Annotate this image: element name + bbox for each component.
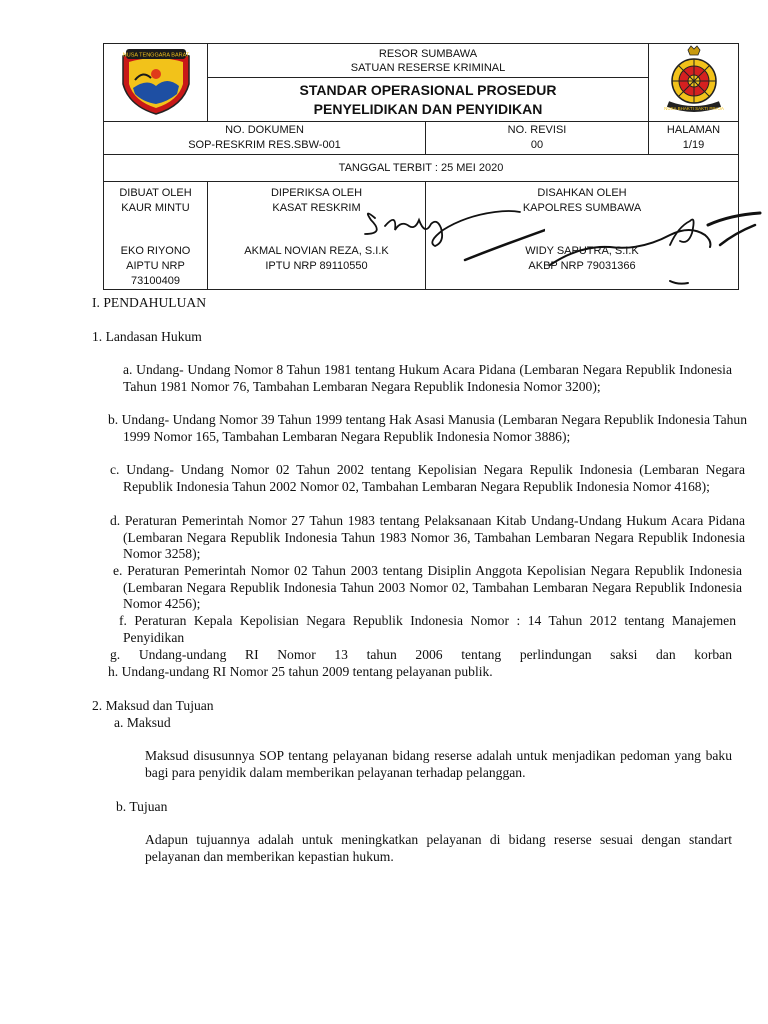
legal-basis-item-g: g. Undang-undang RI Nomor 13 tahun 2006 tentang perlindungan saksi dan korban	[110, 647, 732, 662]
subsection-landasan-hukum: 1. Landasan Hukum	[92, 329, 202, 344]
signer-maker-name: EKO RIYONO	[120, 245, 191, 257]
doc-number-cell	[104, 122, 426, 155]
page-cell	[649, 122, 739, 155]
legal-basis-item-b: b. Undang- Undang Nomor 39 Tahun 1999 tentang Hak Asasi Manusia (Lembaran Negara Republik Indonesia Tahun 1999 Nomor 165, Tambahan Lembaran Negara Republik Indonesia Nomor 3886);	[108, 412, 747, 444]
sop-title-cell	[208, 78, 649, 122]
signer-checker-position: KASAT RESKRIM	[272, 202, 361, 214]
left-logo-cell	[104, 44, 208, 122]
signer-maker-position: KAUR MINTU	[121, 202, 190, 214]
sop-title-line1: STANDAR OPERASIONAL PROSEDUR	[299, 81, 557, 98]
legal-basis-item-e: e. Peraturan Pemerintah Nomor 02 Tahun 2003 tentang Disiplin Anggota Kepolisian Negara Republik Indonesia (Lembaran Negara Republik Indonesia Tahun 2003 Nomor 02, Tambahan Lembaran Negara Republik Indonesia Nomor 4256);	[113, 563, 742, 611]
signer-checker-cell	[208, 182, 426, 290]
legal-basis-item-h: h. Undang-undang RI Nomor 25 tahun 2009 tentang pelayanan publik.	[108, 664, 493, 679]
document-header-table	[103, 43, 739, 290]
org-cell	[208, 44, 649, 78]
revision-label: NO. REVISI	[507, 124, 567, 136]
doc-number-value: SOP-RESKRIM RES.SBW-001	[188, 139, 341, 151]
police-ntb-logo	[117, 44, 195, 116]
signer-maker-cell	[104, 182, 208, 290]
org-unit: SATUAN RESERSE KRIMINAL	[350, 61, 506, 74]
page-label: HALAMAN	[666, 124, 721, 136]
revision-value: 00	[530, 139, 544, 151]
signer-approver-role: DISAHKAN OLEH	[537, 187, 627, 199]
signer-maker-role: DIBUAT OLEH	[119, 187, 192, 199]
left-logo-lettering: NUSA TENGGARA BARAT	[122, 52, 189, 59]
sop-title-line2: PENYELIDIKAN DAN PENYIDIKAN	[313, 100, 543, 117]
signer-checker-nrp: IPTU NRP 89110550	[265, 260, 368, 272]
legal-basis-item-a: a. Undang- Undang Nomor 8 Tahun 1981 tentang Hukum Acara Pidana (Lembaran Negara Republik Indonesia Tahun 1981 Nomor 76, Tambahan Lembaran Negara Republik Indonesia Nomor 3200);	[123, 362, 732, 394]
legal-basis-item-d: d. Peraturan Pemerintah Nomor 27 Tahun 1983 tentang Pelaksanaan Kitab Undang-Undang Hukum Acara Pidana (Lembaran Negara Republik Indonesia Tahun 1983 Nomor 36, Tambahan Lembaran Negara Republik Indonesia Nomor 3258);	[110, 513, 745, 561]
maksud-label: a. Maksud	[114, 715, 171, 730]
right-logo-cell	[649, 44, 739, 122]
revision-cell	[426, 122, 649, 155]
police-emblem-logo	[658, 44, 730, 116]
right-logo-lettering: NUSA BHAKTI SAKTI PRAJA	[663, 106, 724, 111]
signer-approver-cell	[426, 182, 739, 290]
signer-maker-nrp: AIPTU NRP 73100409	[126, 260, 185, 287]
signer-approver-nrp: AKBP NRP 79031366	[528, 260, 636, 272]
legal-basis-item-c: c. Undang- Undang Nomor 02 Tahun 2002 tentang Kepolisian Negara Repulik Indonesia (Lembaran Negara Republik Indonesia Tahun 2002 Nomor 02, Tambahan Lembaran Negara Republik Indonesia Nomor 4168);	[110, 462, 745, 494]
signer-checker-name: AKMAL NOVIAN REZA, S.I.K	[244, 245, 389, 257]
org-name: RESOR SUMBAWA	[378, 47, 478, 60]
signer-approver-name: WIDY SAPUTRA, S.I.K	[525, 245, 639, 257]
tujuan-label: b. Tujuan	[116, 799, 168, 814]
signer-checker-role: DIPERIKSA OLEH	[270, 187, 363, 199]
page-value: 1/19	[682, 139, 705, 151]
subsection-maksud-tujuan: 2. Maksud dan Tujuan	[92, 698, 214, 713]
signer-approver-position: KAPOLRES SUMBAWA	[522, 202, 642, 214]
issue-date: TANGGAL TERBIT : 25 MEI 2020	[104, 155, 739, 182]
section-heading: I. PENDAHULUAN	[92, 295, 207, 310]
maksud-text: Maksud disusunnya SOP tentang pelayanan bidang reserse adalah untuk menjadikan pedoman yang baku bagi para penyidik dalam memberikan pelayanan terhadap pelanggan.	[145, 748, 732, 780]
doc-number-label: NO. DOKUMEN	[225, 124, 304, 136]
legal-basis-item-f: f. Peraturan Kepala Kepolisian Negara Republik Indonesia Nomor : 14 Tahun 2012 tentang Manajemen Penyidikan	[119, 613, 736, 645]
tujuan-text: Adapun tujuannya adalah untuk meningkatkan pelayanan di bidang reserse sesuai dengan standart pelayanan dan memberikan kepastian hukum.	[145, 832, 732, 864]
